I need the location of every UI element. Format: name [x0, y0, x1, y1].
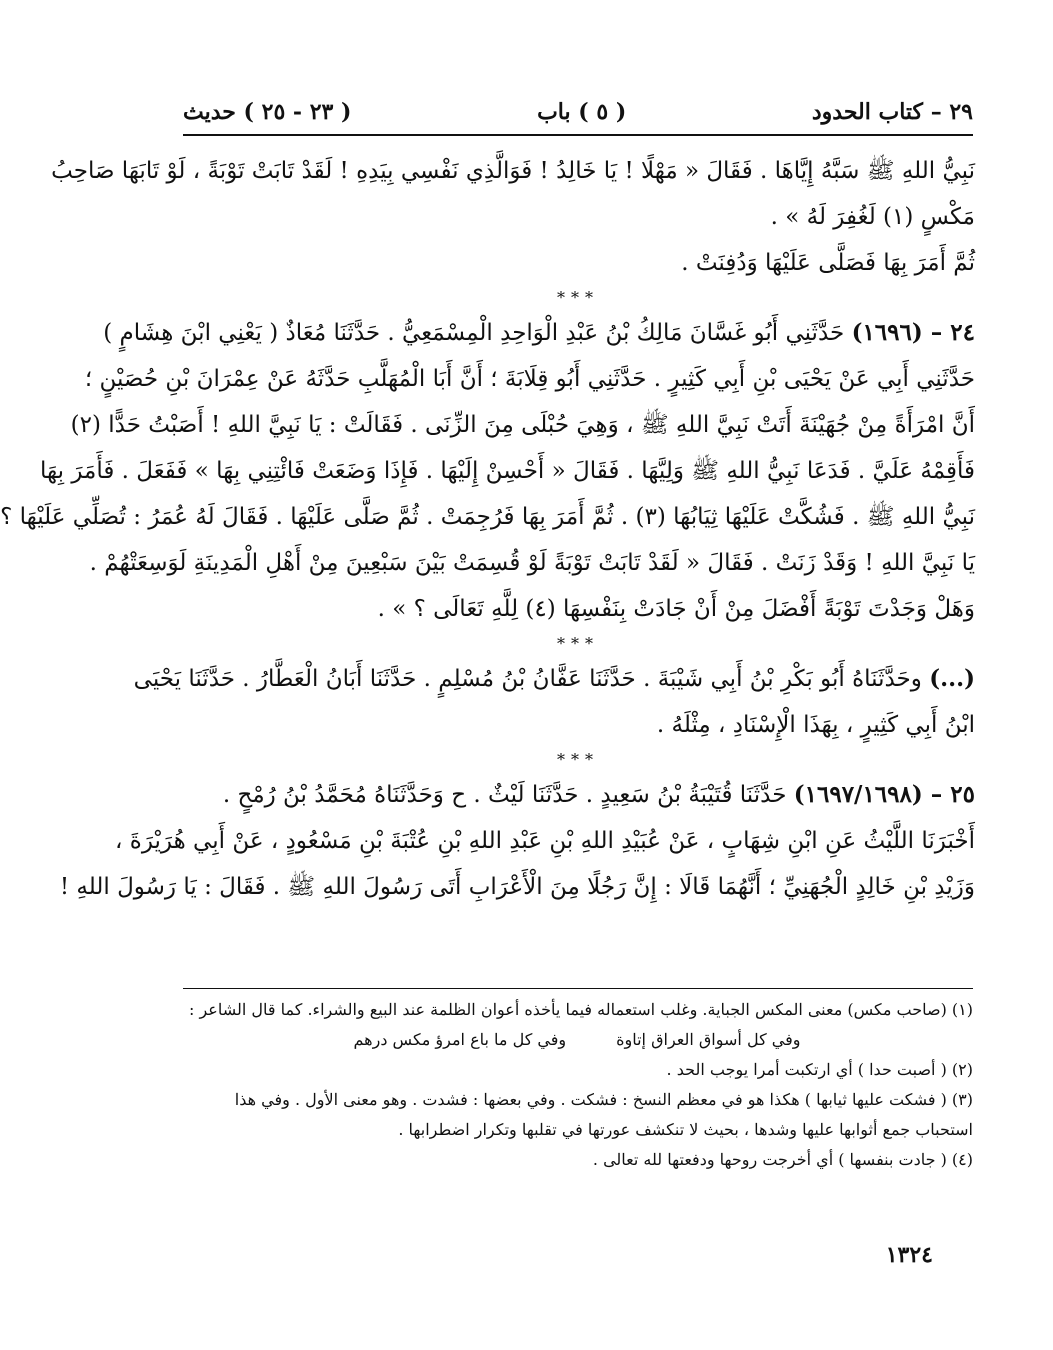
footnote-rule	[183, 988, 973, 989]
header-hadith-range: ( ٢٣ - ٢٥ ) حديث	[183, 99, 352, 125]
hadith-number: ٢٥ – (١٦٩٧/١٦٩٨)	[793, 781, 975, 808]
page-number: ١٣٢٤	[885, 1242, 933, 1268]
text-line: وَزَيْدِ بْنِ خَالِدٍ الْجُهَنِيِّ ؛ أَنَّهُمَا قَالَا : إِنَّ رَجُلًا مِنَ الْأَعْرَابِ أَتَى رَسُولَ اللهِ ﷺ . فَقَالَ : يَا رَسُولَ اللهِ !	[59, 874, 975, 900]
text-line: فَأَقِمْهُ عَلَيَّ . فَدَعَا نَبِيُّ اللهِ ﷺ وَلِيَّهَا . فَقَالَ « أَحْسِنْ إِلَيْهَا . فَإِذَا وَضَعَتْ فَائْتِنِي بِهَا » فَفَعَلَ . فَأَمَرَ بِهَا	[40, 458, 975, 484]
footnote-poem	[181, 1025, 973, 1055]
text-line: أَنَّ امْرَأَةً مِنْ جُهَيْنَةَ أَتَتْ نَبِيَّ اللهِ ﷺ ، وَهِيَ حُبْلَى مِنَ الزِّنَى . فَقَالَتْ : يَا نَبِيَّ اللهِ ! أَصَبْتُ حَدًّا (٢)	[70, 412, 975, 438]
footnote-3-cont: استحباب جمع أثوابها عليها وشدها ، بحيث لا تنكشف عورتها في تقلبها وتكرار اضطرابها .	[398, 1120, 973, 1139]
text-line: وَهَلْ وَجَدْتَ تَوْبَةً أَفْضَلَ مِنْ أَنْ جَادَتْ بِنَفْسِهَا (٤) لِلَّهِ تَعَالَى ؟ » .	[377, 596, 975, 622]
text-line: نَبِيُّ اللهِ ﷺ سَبَّهُ إِيَّاهَا . فَقَالَ « مَهْلًا ! يَا خَالِدُ ! فَوَالَّذِي نَفْسِي بِيَدِهِ ! لَقَدْ تَابَتْ تَوْبَةً ، لَوْ تَابَهَا صَاحِبُ	[51, 158, 975, 184]
poem-hemistich-2: وفي كل ما باع امرؤ مكس درهم	[353, 1030, 567, 1049]
footnote-3: (٣) ( فشكت عليها ثيابها ) هكذا هو في معظم النسخ : فشكت . وفي بعضها : فشدت . وهو معنى الأول . وفي هذا	[234, 1090, 973, 1109]
text-line: يَا نَبِيَّ اللهِ ! وَقَدْ زَنَتْ . فَقَالَ « لَقَدْ تَابَتْ تَوْبَةً لَوْ قُسِمَتْ بَيْنَ سَبْعِينَ مِنْ أَهْلِ الْمَدِينَةِ لَوَسِعَتْهُمْ .	[89, 550, 975, 576]
text-line: حَدَّثَنِي أَبُو غَسَّانَ مَالِكُ بْنُ عَبْدِ الْوَاحِدِ الْمِسْمَعِيُّ . حَدَّثَنَا مُعَاذٌ ( يَعْنِي ابْنَ هِشَامٍ )	[103, 320, 845, 346]
header-book-title: ٢٩ – كتاب الحدود	[811, 99, 973, 125]
hadith-mid-line-1	[133, 656, 975, 702]
running-header	[183, 92, 973, 132]
hadith-number: (...)	[929, 665, 975, 692]
text-line: حَدَّثَنَا قُتَيْبَةُ بْنُ سَعِيدٍ . حَدَّثَنَا لَيْثٌ . ح وَحَدَّثَنَاهُ مُحَمَّدُ بْنُ رُمْحٍ .	[222, 782, 787, 808]
section-separator: ***	[557, 750, 599, 769]
text-line: نَبِيُّ اللهِ ﷺ . فَشُكَّتْ عَلَيْهَا ثِيَابُهَا (٣) . ثُمَّ أَمَرَ بِهَا فَرُجِمَتْ . ثُمَّ صَلَّى عَلَيْهَا . فَقَالَ لَهُ عُمَرُ : تُصَلِّي عَلَيْهَا ؟	[0, 504, 975, 530]
hadith-number: ٢٤ – (١٦٩٦)	[851, 319, 975, 346]
main-text	[0, 148, 975, 910]
poem-hemistich-1: وفي كل أسواق العراق إتاوة	[616, 1030, 801, 1049]
section-separator: ***	[557, 288, 599, 307]
text-line: أَخْبَرَنَا اللَّيْثُ عَنِ ابْنِ شِهَابٍ ، عَنْ عُبَيْدِ اللهِ بْنِ عَبْدِ اللهِ بْنِ عُتْبَةَ بْنِ مَسْعُودٍ ، عَنْ أَبِي هُرَيْرَةَ ،	[115, 828, 975, 854]
hadith-24-line-1	[103, 310, 975, 356]
footnote-4: (٤) ( جادت بنفسها ) أي أخرجت روحها ودفعتها لله تعالى .	[592, 1150, 973, 1169]
text-line: ثُمَّ أَمَرَ بِهَا فَصَلَّى عَلَيْهَا وَدُفِنَتْ .	[681, 250, 975, 276]
footnote-1: (١) (صاحب مكس) معنى المكس الجباية. وغلب استعماله فيما يأخذه أعوان الظلمة عند البيع والشراء. كما قال الشاعر :	[188, 1000, 973, 1019]
text-line: ابْنُ أَبِي كَثِيرٍ ، بِهَذَا الْإِسْنَادِ ، مِثْلَهُ .	[656, 712, 975, 738]
footnotes	[181, 995, 973, 1175]
header-chapter: ( ٥ ) باب	[537, 99, 627, 125]
text-line: حَدَّثَنِي أَبِي عَنْ يَحْيَى بْنِ أَبِي كَثِيرٍ . حَدَّثَنِي أَبُو قِلَابَةَ ؛ أَنَّ أَبَا الْمُهَلَّبِ حَدَّثَهُ عَنْ عِمْرَانَ بْنِ حُصَيْنٍ ؛	[84, 366, 975, 392]
header-rule	[183, 134, 973, 136]
hadith-25-line-1	[181, 772, 975, 818]
text-line: مَكْسٍ (١) لَغُفِرَ لَهُ » .	[770, 204, 975, 230]
footnote-2: (٢) ( أصبت حدا ) أي ارتكبت أمرا يوجب الحد .	[666, 1060, 973, 1079]
section-separator: ***	[557, 634, 599, 653]
text-line: وحَدَّثَنَاهُ أَبُو بَكْرِ بْنُ أَبِي شَيْبَةَ . حَدَّثَنَا عَفَّانُ بْنُ مُسْلِمٍ . حَدَّثَنَا أَبَانُ الْعَطَّارُ . حَدَّثَنَا يَحْيَى	[133, 666, 922, 692]
